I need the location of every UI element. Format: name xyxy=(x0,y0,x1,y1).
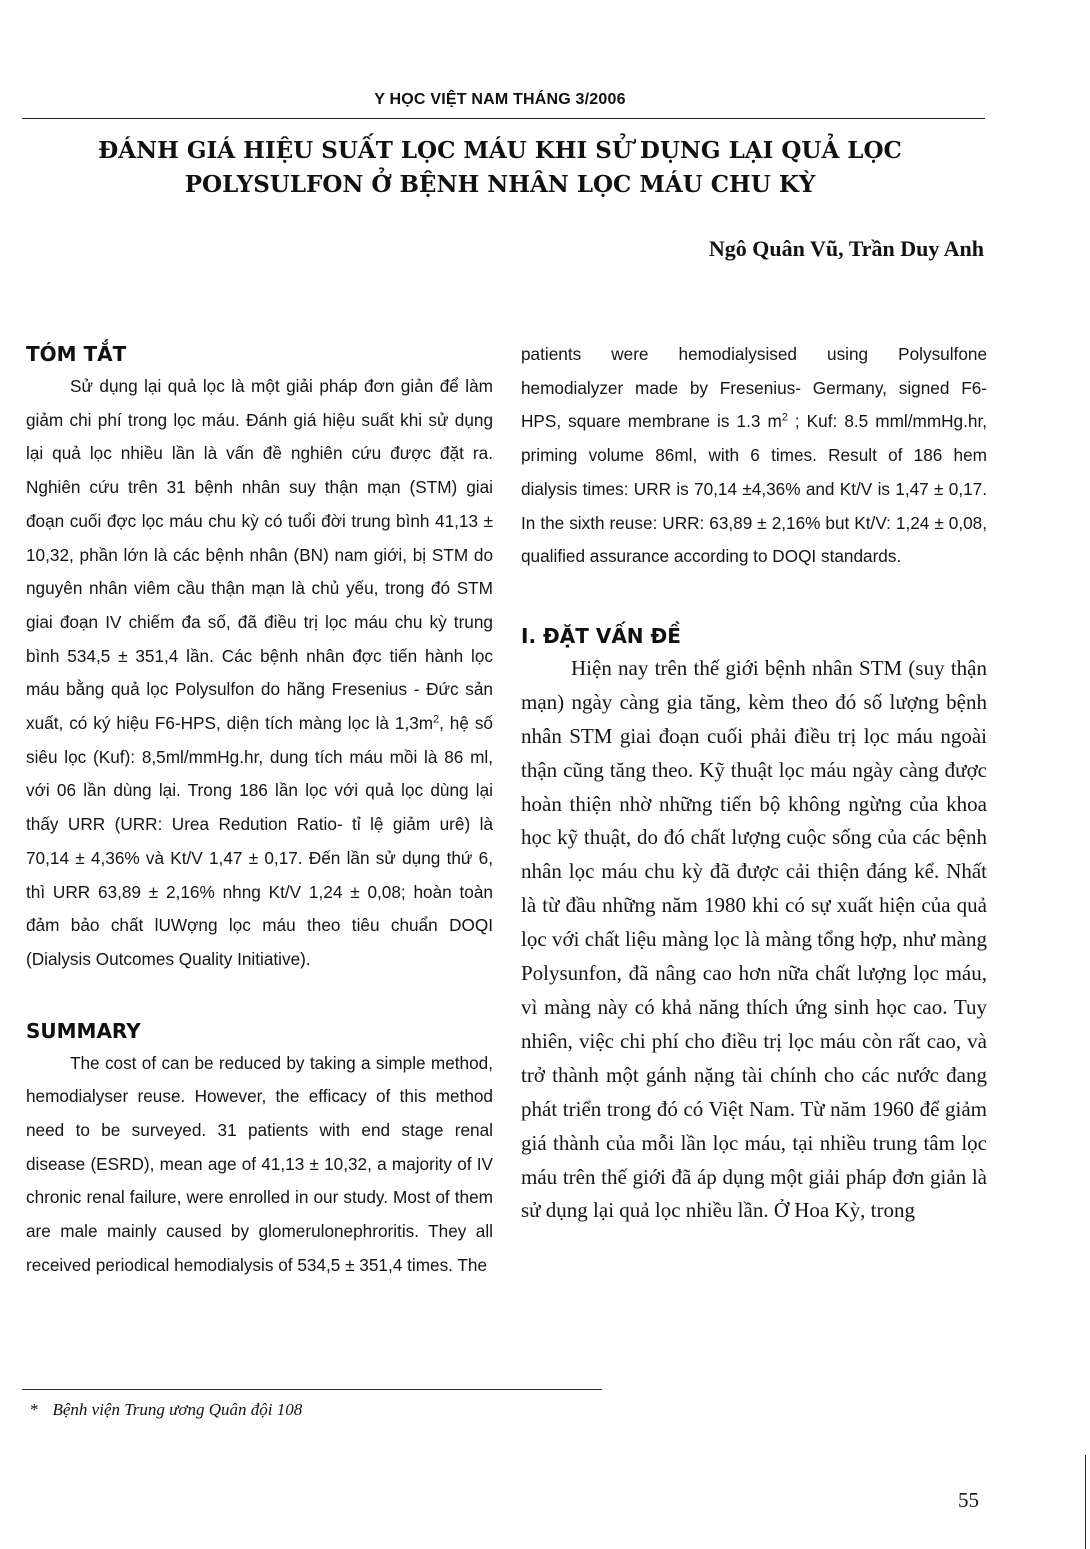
section-1-heading: I. ĐẶT VẤN ĐỀ xyxy=(521,623,681,648)
scan-edge-line xyxy=(1085,1455,1086,1549)
right-column xyxy=(521,338,987,1228)
footnote-text: Bệnh viện Trung ương Quân đội 108 xyxy=(52,1400,303,1419)
section-1-paragraph: Hiện nay trên thế giới bệnh nhân STM (suy thận mạn) ngày càng gia tăng, kèm theo đó số lượng bệnh nhân STM giai đoạn cuối phải điều trị lọc máu ngoài thận cũng tăng theo. Kỹ thuật lọc máu ngày càng được hoàn thiện nhờ những tiến bộ không ngừng của khoa học kỹ thuật, do đó chất lượng cuộc sống của các bệnh nhân lọc máu chu kỳ đã được cải thiện đáng kể. Nhất là từ đầu những năm 1980 khi có sự xuất hiện của quả lọc với chất liệu màng lọc là màng tổng hợp, như màng Polysunfon, đã nâng cao hơn nữa chất lượng lọc máu, vì màng này có khả năng thích ứng sinh học cao. Tuy nhiên, việc chi phí cho điều trị lọc máu còn rất cao, và trở thành một gánh nặng tài chính cho các nước đang phát triển trong đó có Việt Nam. Từ năm 1960 để giảm giá thành của mỗi lần lọc máu, tại nhiều trung tâm lọc máu trên thế giới đã áp dụng một giải pháp đơn giản là sử dụng lại quả lọc nhiều lần. Ở Hoa Kỳ, trong xyxy=(521,655,987,1223)
title-line-1: ĐÁNH GIÁ HIỆU SUẤT LỌC MÁU KHI SỬ DỤNG LẠI QUẢ LỌC xyxy=(98,137,902,164)
summary-text-1: patients were hemodialysised using Polysulfone hemodialyzer made by Fresenius- Germany, signed F6- HPS, square membrane is 1.3 m xyxy=(521,344,987,432)
summary-heading: SUMMARY xyxy=(26,1018,141,1043)
summary-paragraph-right xyxy=(521,338,987,574)
tom-tat-superscript: 2 xyxy=(433,713,440,726)
header-rule xyxy=(22,118,985,119)
tom-tat-paragraph xyxy=(26,370,493,977)
tom-tat-heading: TÓM TẮT xyxy=(26,342,127,366)
tom-tat-text-2: , hệ số siêu lọc (Kuf): 8,5ml/mmHg.hr, dung tích máu mồi là 86 ml, với 06 lần dùng lại. Trong 186 lần lọc với quả lọc dùng lại thấy URR (URR: Urea Redution Ratio- tỉ lệ giảm urê) là 70,14 ± 4,36% và Kt/V 1,47 ± 0,17. Đến lần sử dụng thứ 6, thì URR 63,89 ± 2,16% nhng Kt/V 1,24 ± 0,08; hoàn toàn đảm bảo chất lUWợng lọc máu theo tiêu chuẩn DOQI (Dialysis Outcomes Quality Initiative). xyxy=(26,713,493,969)
summary-superscript: 2 xyxy=(781,411,788,424)
running-header: Y HỌC VIỆT NAM THÁNG 3/2006 xyxy=(374,91,626,108)
title-line-2: POLYSULFON Ở BỆNH NHÂN LỌC MÁU CHU KỲ xyxy=(184,171,816,198)
footnote-rule xyxy=(22,1389,602,1390)
left-column xyxy=(26,338,493,1283)
footnote-marker: * xyxy=(30,1400,39,1419)
summary-text-2: ; Kuf: 8.5 mml/mmHg.hr, priming volume 86ml, with 6 times. Result of 186 hem dialysis times: URR is 70,14 ±4,36% and Kt/V is 1,47 ± 0,17. In the sixth reuse: URR: 63,89 ± 2,16% but Kt/V: 1,24 ± 0,08, qualified assurance according to DOQI standards. xyxy=(521,411,987,567)
page-number: 55 xyxy=(958,1488,979,1512)
footnote xyxy=(30,1400,302,1420)
summary-paragraph-left: The cost of can be reduced by taking a simple method, hemodialyser reuse. However, the efficacy of this method need to be surveyed. 31 patients with end stage renal disease (ESRD), mean age of 41,13 ± 10,32, a majority of IV chronic renal failure, were enrolled in our study. Most of them are male mainly caused by glomerulonephroritis. They all received periodical hemodialysis of 534,5 ± 351,4 times. The xyxy=(26,1052,493,1275)
tom-tat-text-1: Sử dụng lại quả lọc là một giải pháp đơn giản để làm giảm chi phí trong lọc máu. Đánh giá hiệu suất khi sử dụng lại quả lọc nhiều lần là vấn đề nghiên cứu được đặt ra. Nghiên cứu trên 31 bệnh nhân suy thận mạn (STM) giai đoạn cuối đợc lọc máu chu kỳ có tuổi đời trung bình 41,13 ± 10,32, phần lớn là các bệnh nhân (BN) nam giới, bị STM do nguyên nhân viêm cầu thận mạn là chủ yếu, trong đó STM giai đoạn IV chiếm đa số, đã điều trị lọc máu chu kỳ trung bình 534,5 ± 351,4 lần. Các bệnh nhân đợc tiến hành lọc máu bằng quả lọc Polysulfon do hãng Fresenius - Đức sản xuất, có ký hiệu F6-HPS, diện tích màng lọc là 1,3m xyxy=(26,376,493,734)
article-title xyxy=(0,134,1000,202)
authors: Ngô Quân Vũ, Trần Duy Anh xyxy=(708,236,984,261)
